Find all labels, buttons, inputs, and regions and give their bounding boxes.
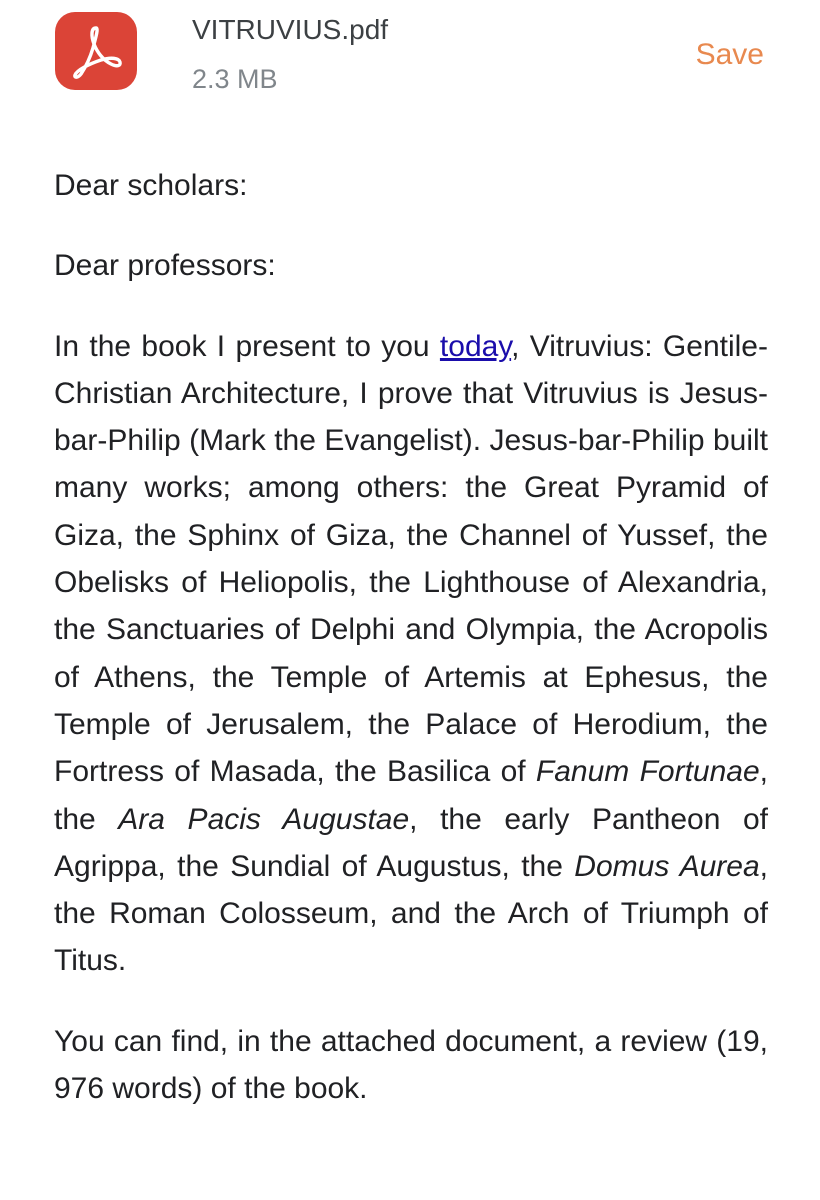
message-body bbox=[54, 162, 768, 1145]
paragraph-text: , the early Pantheon of Agrippa, the Sundial of Augustus, the bbox=[54, 802, 769, 883]
paragraph-text: In the book I present to you bbox=[54, 329, 440, 363]
message-paragraph bbox=[54, 323, 768, 985]
pdf-icon[interactable] bbox=[55, 12, 137, 90]
file-size: 2.3 MB bbox=[192, 64, 278, 94]
italic-title: Domus Aurea bbox=[574, 849, 760, 883]
today-link[interactable]: today bbox=[439, 329, 512, 363]
paragraph-text: , the bbox=[54, 755, 768, 836]
greeting-scholars: Dear scholars: bbox=[54, 169, 248, 202]
save-button[interactable]: Save bbox=[695, 38, 764, 71]
attachment-note: You can find, in the attached document, a review (19, 976 words) of the book. bbox=[54, 1024, 768, 1106]
paragraph-text: , the Roman Colosseum, and the Arch of Triumph of Titus. bbox=[54, 849, 768, 978]
acrobat-logo-icon bbox=[55, 12, 137, 90]
italic-title: Fanum Fortunae bbox=[535, 755, 760, 789]
greeting-professors: Dear professors: bbox=[54, 249, 276, 283]
italic-title: Ara Pacis Augustae bbox=[118, 802, 410, 836]
attachment-card[interactable] bbox=[0, 0, 820, 120]
paragraph-text: , Vitruvius: Gentile-Christian Architecture, I prove that Vitruvius is Jesus-bar-Philip (Mark the Evangelist). Jesus-bar-Philip built many works; among others: the Great Pyramid of Giza, the Sphinx of Giza, the Channel of Yussef, the Obelisks of Heliopolis, the Lighthouse of Alexandria, the Sanctuaries of Delphi and Olympia, the Acropolis of Athens, the Temple of Artemis at Ephesus, the Temple of Jerusalem, the Palace of Herodium, the Fortress of Masada, the Basilica of bbox=[54, 329, 768, 789]
file-name[interactable]: VITRUVIUS.pdf bbox=[192, 14, 389, 45]
